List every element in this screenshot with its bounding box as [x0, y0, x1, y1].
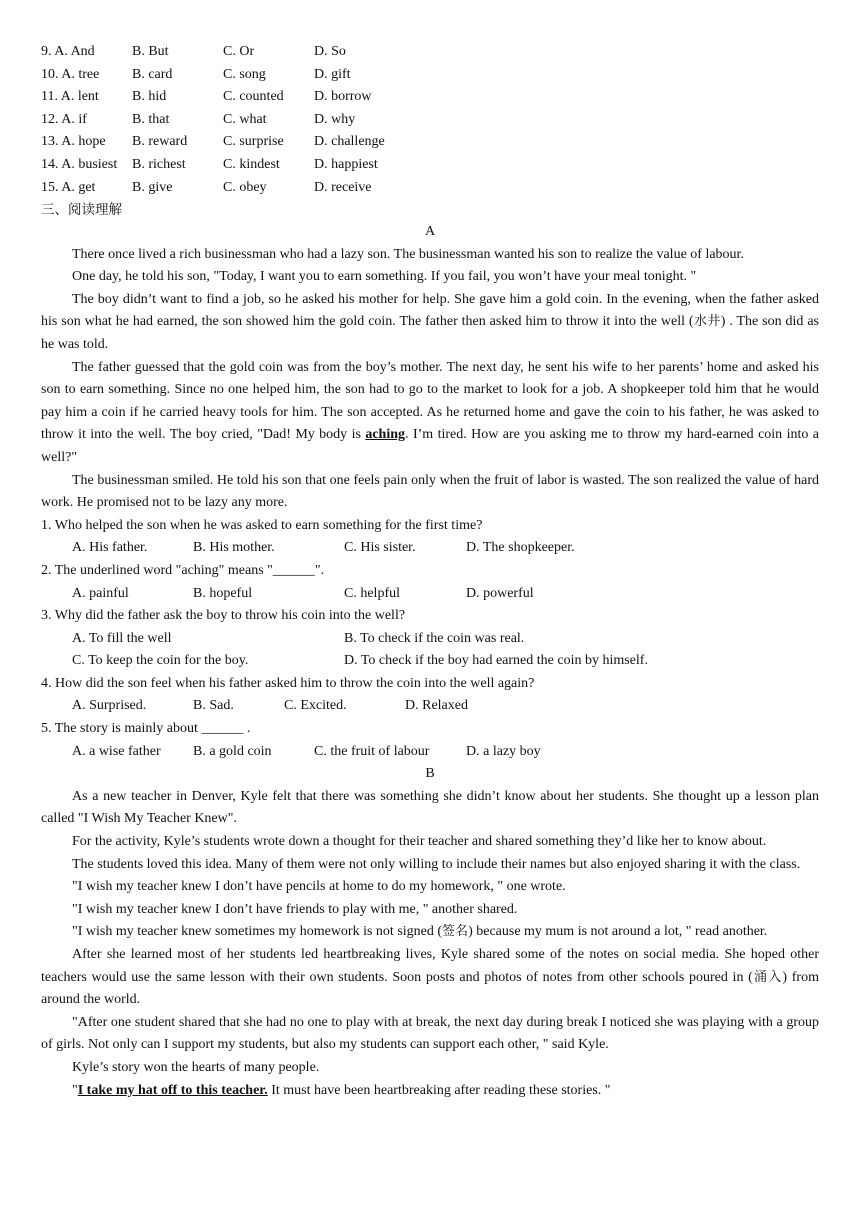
- paragraph: One day, he told his son, "Today, I want you to earn something. If you fail, you won’t have your meal tonight. ": [72, 269, 697, 285]
- text: ) from around the world.: [41, 969, 819, 1008]
- choice-b: B. a gold coin: [193, 743, 272, 759]
- option-d: D. happiest: [314, 156, 378, 172]
- text: ) because my mum is not around a lot, " read another.: [468, 924, 768, 940]
- text: The father guessed that the gold coin was from the boy’s mother. The next day, he sent his wife to her parents’ home and asked his son to earn something. Since no one helped him, the son had to go to the market to look for a job. A shopkeeper told him that he would pay him a coin if he carried heavy tools for him. The son accepted. As he returned home and gave the coin to his father, he was asked to throw it into the well. The boy cried, "Dad! My body is: [41, 359, 819, 443]
- choices: [41, 695, 819, 718]
- passage-label: A: [424, 224, 436, 239]
- option-a: 13. A. hope: [41, 134, 106, 150]
- choice-a: A. a wise father: [72, 743, 161, 759]
- choice-b: B. Sad.: [193, 698, 234, 714]
- choice-a: A. His father.: [72, 540, 148, 556]
- option-b: B. But: [132, 44, 169, 59]
- text: After she learned most of her students led heartbreaking lives, Kyle shared some of the notes on social media. She hoped other teachers would use the same lesson with their own students. Soon posts and photos of notes from other schools poured in (: [41, 947, 819, 985]
- text: The boy didn’t want to find a job, so he asked his mother for help. She gave him a gold coin. In the evening, when the father asked his son what he had earned, the son showed him the gold coin. The father then asked him to throw it into the well (: [41, 291, 819, 330]
- option-c: C. kindest: [223, 156, 280, 172]
- choice-b: B. To check if the coin was real.: [344, 630, 525, 646]
- paragraph: "I wish my teacher knew I don’t have friends to play with me, " another shared.: [72, 901, 518, 917]
- option-d: D. challenge: [314, 134, 385, 150]
- choice-a: A. Surprised.: [72, 698, 147, 714]
- option-b: B. give: [132, 179, 173, 195]
- section-title: 三、阅读理解: [41, 202, 122, 218]
- choices: [41, 583, 819, 606]
- option-d: D. borrow: [314, 89, 372, 105]
- choice-c: C. helpful: [344, 585, 400, 601]
- option-a: 15. A. get: [41, 179, 96, 195]
- paragraph: "After one student shared that she had no one to play with at break, the next day during break I noticed she was playing with a group of girls. Not only can I support my students, but also my students can support each other, " said Kyle.: [41, 1014, 819, 1053]
- option-c: C. surprise: [223, 134, 284, 150]
- choice-d: D. To check if the boy had earned the coin by himself.: [344, 653, 648, 669]
- underlined-sentence: I take my hat off to this teacher.: [77, 1082, 268, 1098]
- option-d: D. gift: [314, 66, 351, 82]
- choices: [41, 741, 819, 764]
- option-a: 9. A. And: [41, 44, 95, 59]
- question: 1. Who helped the son when he was asked to earn something for the first time?: [41, 517, 483, 533]
- paragraph: [41, 921, 819, 944]
- text: ": [72, 1082, 78, 1098]
- text: It must have been heartbreaking after reading these stories. ": [267, 1082, 611, 1098]
- choice-d: D. powerful: [466, 585, 534, 601]
- option-b: B. card: [132, 66, 173, 82]
- paragraph: [41, 1080, 819, 1103]
- paragraph: [41, 944, 819, 1012]
- choice-c: C. Excited.: [284, 698, 347, 714]
- paragraph: As a new teacher in Denver, Kyle felt that there was something she didn’t know about her students. She thought up a lesson plan called "I Wish My Teacher Knew".: [41, 788, 819, 827]
- option-b: B. richest: [132, 156, 186, 172]
- option-a: 12. A. if: [41, 111, 87, 127]
- paragraph: For the activity, Kyle’s students wrote down a thought for their teacher and shared something they’d like her to know about.: [72, 834, 767, 850]
- option-a: 10. A. tree: [41, 66, 100, 82]
- option-b: B. that: [132, 111, 170, 127]
- text: . I’m tired. How are you asking me to throw my hard-earned coin into a well?": [41, 427, 819, 465]
- option-d: D. So: [314, 44, 346, 59]
- option-a: 11. A. lent: [41, 89, 99, 105]
- choice-c: C. His sister.: [344, 540, 416, 556]
- passage-a: [41, 221, 819, 1102]
- choices: [41, 537, 819, 560]
- text: "I wish my teacher knew sometimes my homework is not signed (: [72, 924, 443, 940]
- option-c: C. what: [223, 111, 267, 127]
- option-c: C. obey: [223, 179, 267, 195]
- choices: [41, 650, 819, 673]
- paragraph: [41, 289, 819, 357]
- paragraph: "I wish my teacher knew I don’t have pencils at home to do my homework, " one wrote.: [72, 879, 566, 895]
- option-b: B. reward: [132, 134, 188, 150]
- paragraph: The students loved this idea. Many of them were not only willing to include their names but also enjoyed sharing it with the class.: [72, 856, 801, 872]
- option-c: C. song: [223, 66, 266, 82]
- underlined-word: aching: [365, 427, 406, 443]
- question: 5. The story is mainly about ______ .: [41, 721, 251, 737]
- choice-b: B. hopeful: [193, 585, 253, 601]
- paragraph: There once lived a rich businessman who had a lazy son. The businessman wanted his son to realize the value of labour.: [72, 246, 744, 262]
- question: 3. Why did the father ask the boy to throw his coin into the well?: [41, 608, 406, 624]
- choice-d: D. a lazy boy: [466, 743, 541, 759]
- choice-c: C. the fruit of labour: [314, 743, 430, 759]
- paragraph: The businessman smiled. He told his son that one feels pain only when the fruit of labor is wasted. The son realized the value of hard work. He promised not to be lazy any more.: [41, 472, 819, 511]
- choice-a: A. painful: [72, 585, 129, 601]
- choice-c: C. To keep the coin for the boy.: [72, 653, 249, 669]
- chinese-gloss: 签名: [442, 924, 469, 940]
- choices: [41, 628, 819, 651]
- question: 4. How did the son feel when his father asked him to throw the coin into the well again?: [41, 675, 535, 691]
- option-d: D. receive: [314, 179, 372, 195]
- option-b: B. hid: [132, 89, 167, 105]
- choice-d: D. Relaxed: [405, 698, 468, 714]
- passage-label: B: [425, 766, 435, 782]
- chinese-gloss: 涌入: [752, 969, 783, 985]
- text: ) . The son did as he was told.: [41, 314, 819, 352]
- option-c: C. Or: [223, 44, 255, 59]
- paragraph: Kyle’s story won the hearts of many people.: [72, 1059, 320, 1075]
- choice-a: A. To fill the well: [72, 630, 172, 646]
- paragraph: [41, 357, 819, 470]
- chinese-gloss: 水井: [693, 314, 721, 330]
- question: 2. The underlined word "aching" means "______".: [41, 562, 325, 578]
- option-d: D. why: [314, 111, 356, 127]
- choice-d: D. The shopkeeper.: [466, 540, 575, 556]
- option-a: 14. A. busiest: [41, 156, 118, 172]
- choice-b: B. His mother.: [193, 540, 275, 556]
- option-c: C. counted: [223, 89, 284, 105]
